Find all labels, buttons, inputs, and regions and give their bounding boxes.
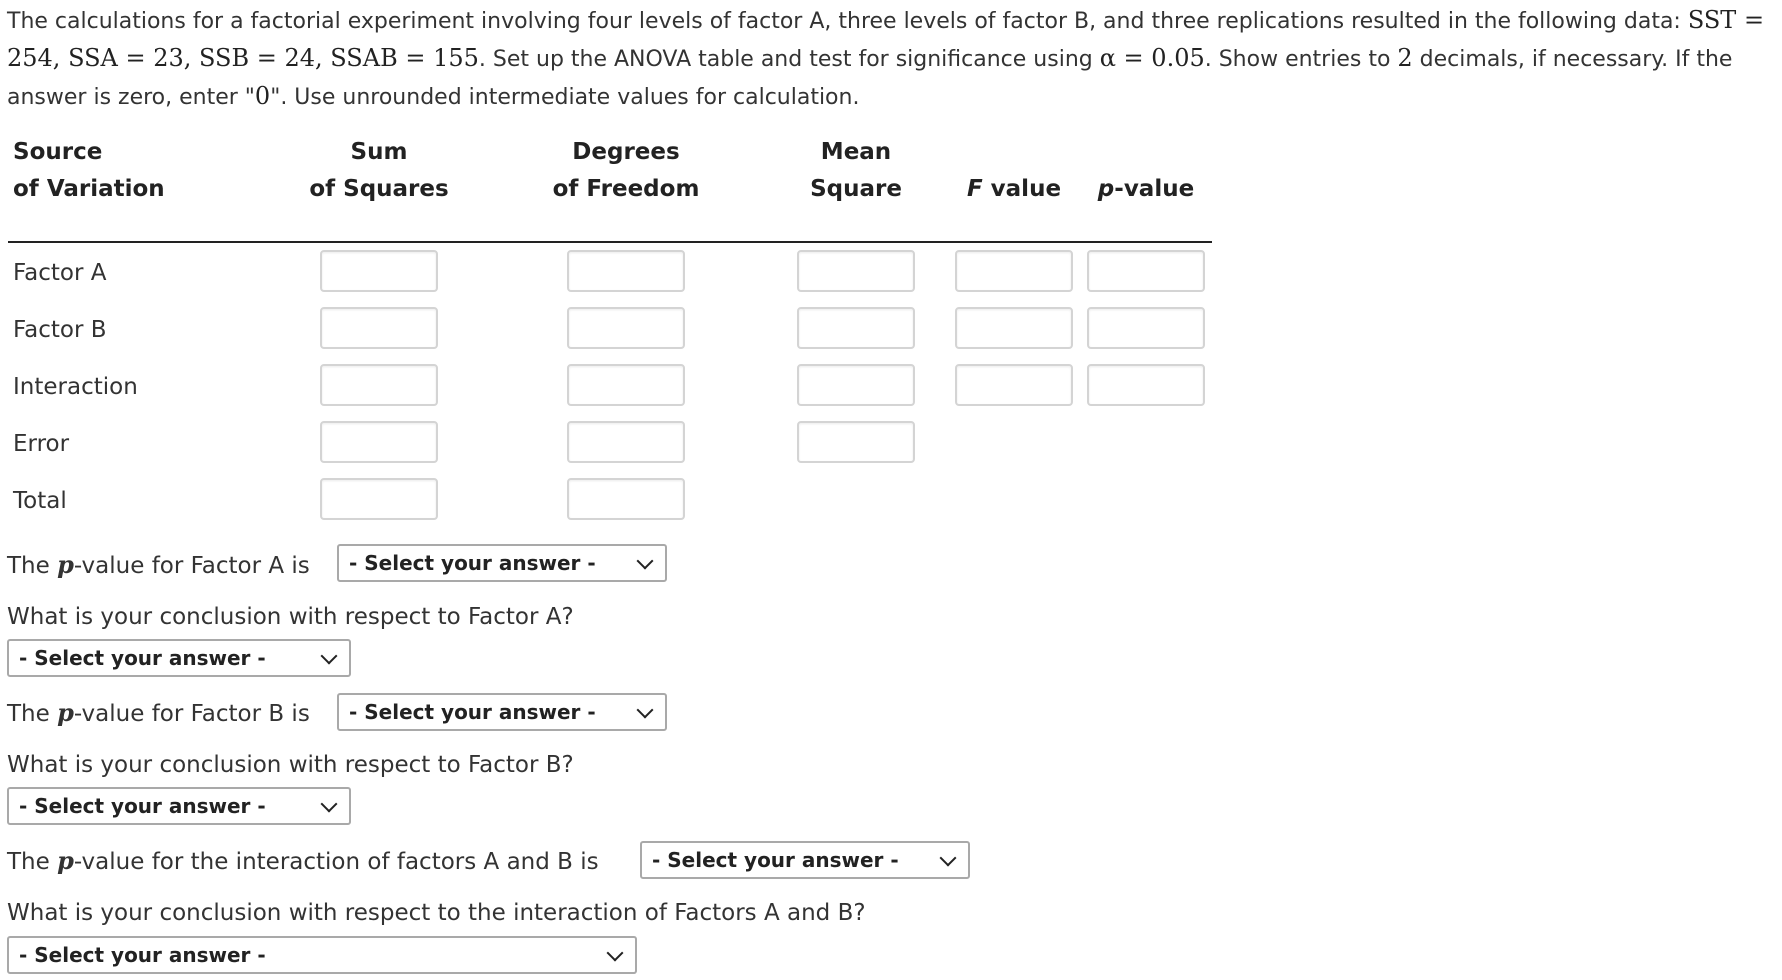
question-p-value-interaction: The p-value for the interaction of factors A and B is (7, 846, 599, 875)
question-conclusion-interaction: What is your conclusion with respect to the interaction of Factors A and B? (7, 900, 866, 926)
question-p-value-factor-a: The p-value for Factor A is (7, 550, 310, 579)
problem-statement (7, 2, 1782, 116)
factor-b-ms-input[interactable] (797, 307, 915, 349)
conclusion-interaction-select[interactable]: - Select your answer - (7, 936, 637, 974)
row-label-total: Total (13, 488, 67, 514)
error-ss-input[interactable] (320, 421, 438, 463)
factor-b-p-input[interactable] (1087, 307, 1205, 349)
table-header-rule (8, 241, 1212, 243)
chevron-down-icon (940, 850, 957, 867)
factor-b-df-input[interactable] (567, 307, 685, 349)
p-value-factor-a-select[interactable]: - Select your answer - (337, 544, 667, 582)
header-degrees-of-freedom: of Freedom (552, 176, 700, 202)
conclusion-factor-a-select[interactable]: - Select your answer - (7, 639, 351, 677)
row-label-interaction: Interaction (13, 374, 138, 400)
interaction-ms-input[interactable] (797, 364, 915, 406)
header-source: of Variation (13, 176, 165, 202)
interaction-ss-input[interactable] (320, 364, 438, 406)
prompt-decimals: 2 (1397, 44, 1413, 72)
prompt-zero: 0 (254, 82, 271, 110)
question-conclusion-factor-b: What is your conclusion with respect to Factor B? (7, 752, 574, 778)
header-degrees-of-freedom: Degrees (572, 139, 680, 165)
chevron-down-icon (321, 648, 338, 665)
interaction-p-input[interactable] (1087, 364, 1205, 406)
prompt-text: decimals, if necessary. If the answer is zero, enter " (7, 47, 1733, 110)
factor-a-f-input[interactable] (955, 250, 1073, 292)
header-mean-square: Square (810, 176, 902, 202)
prompt-text: The calculations for a factorial experiment involving four levels of factor A, three levels of factor B, and three replications resulted in the following data: (7, 9, 1688, 34)
header-sum-of-squares: Sum (350, 139, 408, 165)
prompt-text: . Set up the ANOVA table and test for significance using (478, 47, 1100, 72)
interaction-f-input[interactable] (955, 364, 1073, 406)
p-value-factor-b-select[interactable]: - Select your answer - (337, 693, 667, 731)
interaction-df-input[interactable] (567, 364, 685, 406)
factor-a-df-input[interactable] (567, 250, 685, 292)
conclusion-factor-b-select[interactable]: - Select your answer - (7, 787, 351, 825)
prompt-given-values: SST = 254, SSA = 23, SSB = 24, SSAB = 155 (7, 6, 1765, 72)
header-source: Source (13, 139, 103, 165)
question-p-value-factor-b: The p-value for Factor B is (7, 698, 310, 727)
p-value-interaction-select[interactable]: - Select your answer - (640, 841, 970, 879)
prompt-alpha: α = 0.05 (1099, 44, 1205, 72)
row-label-error: Error (13, 431, 70, 457)
row-label-factor-a: Factor A (13, 260, 107, 286)
prompt-text: . Show entries to (1204, 47, 1398, 72)
chevron-down-icon (607, 945, 624, 962)
error-df-input[interactable] (567, 421, 685, 463)
header-f-value: F value (966, 176, 1062, 202)
chevron-down-icon (321, 796, 338, 813)
question-conclusion-factor-a: What is your conclusion with respect to Factor A? (7, 604, 574, 630)
header-mean-square: Mean (820, 139, 892, 165)
error-ms-input[interactable] (797, 421, 915, 463)
total-ss-input[interactable] (320, 478, 438, 520)
header-p-value: p-value (1097, 176, 1195, 202)
chevron-down-icon (637, 553, 654, 570)
chevron-down-icon (637, 702, 654, 719)
factor-a-ss-input[interactable] (320, 250, 438, 292)
header-sum-of-squares: of Squares (309, 176, 449, 202)
prompt-text: ". Use unrounded intermediate values for calculation. (270, 85, 860, 110)
factor-a-p-input[interactable] (1087, 250, 1205, 292)
total-df-input[interactable] (567, 478, 685, 520)
factor-b-ss-input[interactable] (320, 307, 438, 349)
factor-b-f-input[interactable] (955, 307, 1073, 349)
factor-a-ms-input[interactable] (797, 250, 915, 292)
row-label-factor-b: Factor B (13, 317, 107, 343)
